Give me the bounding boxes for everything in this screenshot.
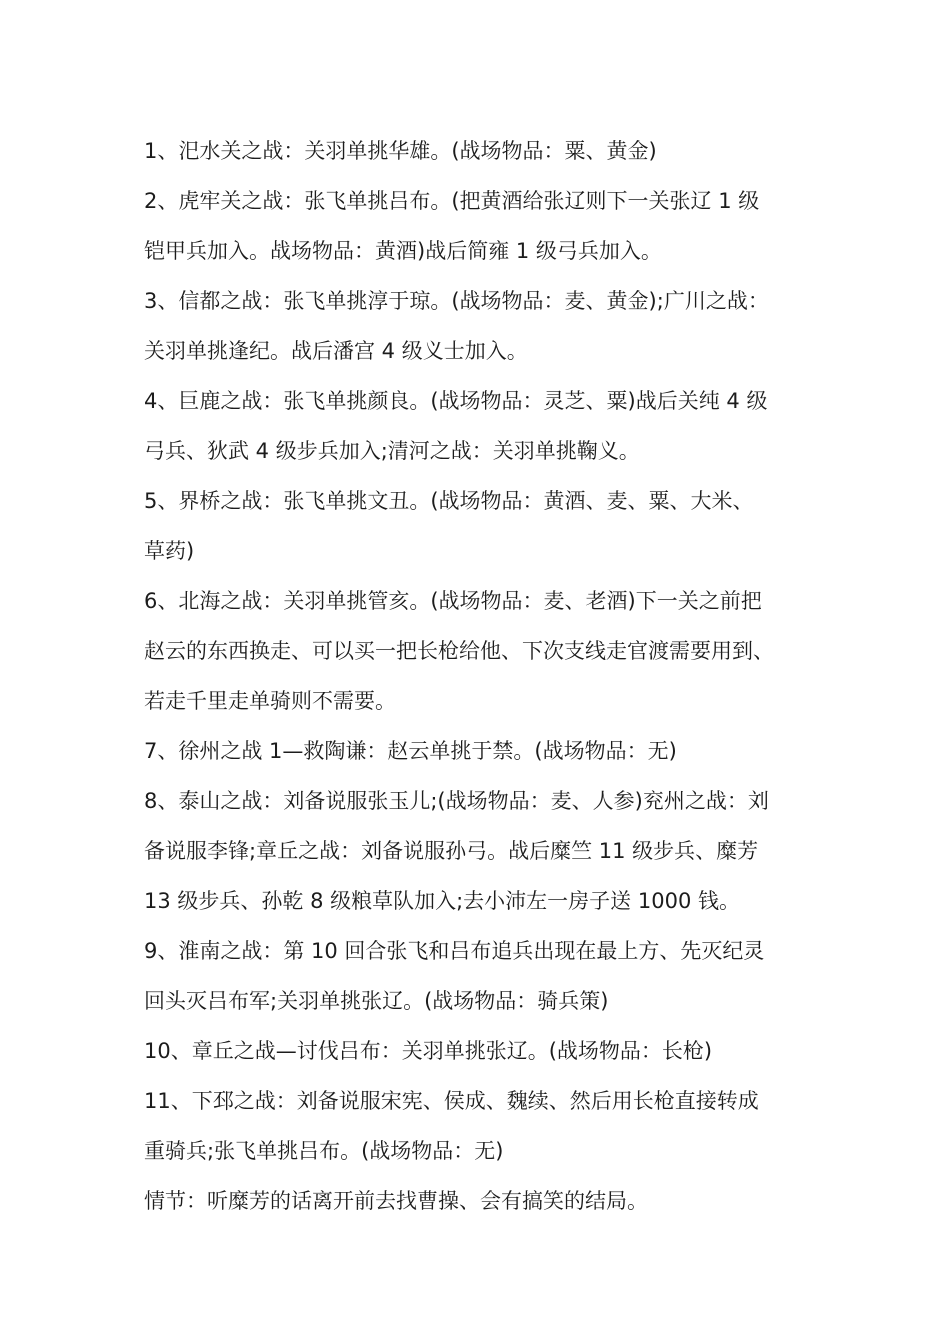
text-line: 2、虎牢关之战：张飞单挑吕布。(把黄酒给张辽则下一关张辽 1 级 xyxy=(144,189,760,213)
text-line: 13 级步兵、孙乾 8 级粮草队加入;去小沛左一房子送 1000 钱。 xyxy=(144,889,740,913)
text-line: 回头灭吕布军;关羽单挑张辽。(战场物品：骑兵策) xyxy=(144,989,609,1013)
document-body xyxy=(144,126,824,1226)
text-line: 7、徐州之战 1—救陶谦：赵云单挑于禁。(战场物品：无) xyxy=(144,739,677,763)
text-line: 9、淮南之战：第 10 回合张飞和吕布追兵出现在最上方、先灭纪灵 xyxy=(144,939,765,963)
text-line: 重骑兵;张飞单挑吕布。(战场物品：无) xyxy=(144,1139,504,1163)
text-line: 6、北海之战：关羽单挑管亥。(战场物品：麦、老酒)下一关之前把 xyxy=(144,589,762,613)
text-line: 弓兵、狄武 4 级步兵加入;清河之战：关羽单挑鞠义。 xyxy=(144,439,640,463)
text-line: 11、下邳之战：刘备说服宋宪、侯成、魏续、然后用长枪直接转成 xyxy=(144,1089,759,1113)
text-line: 草药) xyxy=(144,539,195,563)
text-line: 赵云的东西换走、可以买一把长枪给他、下次支线走官渡需要用到、 xyxy=(144,639,774,663)
text-line: 铠甲兵加入。战场物品：黄酒)战后简雍 1 级弓兵加入。 xyxy=(144,239,662,263)
text-line: 8、泰山之战：刘备说服张玉儿;(战场物品：麦、人参)兖州之战：刘 xyxy=(144,789,769,813)
text-line: 关羽单挑逢纪。战后潘宫 4 级义士加入。 xyxy=(144,339,528,363)
text-line: 情节：听糜芳的话离开前去找曹操、会有搞笑的结局。 xyxy=(144,1189,648,1213)
text-line: 1、汜水关之战：关羽单挑华雄。(战场物品：粟、黄金) xyxy=(144,139,657,163)
text-line: 若走千里走单骑则不需要。 xyxy=(144,689,396,713)
text-line: 10、章丘之战—讨伐吕布：关羽单挑张辽。(战场物品：长枪) xyxy=(144,1039,713,1063)
text-line: 备说服李锋;章丘之战：刘备说服孙弓。战后糜竺 11 级步兵、糜芳 xyxy=(144,839,759,863)
text-line: 3、信都之战：张飞单挑淳于琼。(战场物品：麦、黄金);广川之战： xyxy=(144,289,769,313)
text-line: 4、巨鹿之战：张飞单挑颜良。(战场物品：灵芝、粟)战后关纯 4 级 xyxy=(144,389,768,413)
text-line: 5、界桥之战：张飞单挑文丑。(战场物品：黄酒、麦、粟、大米、 xyxy=(144,489,754,513)
